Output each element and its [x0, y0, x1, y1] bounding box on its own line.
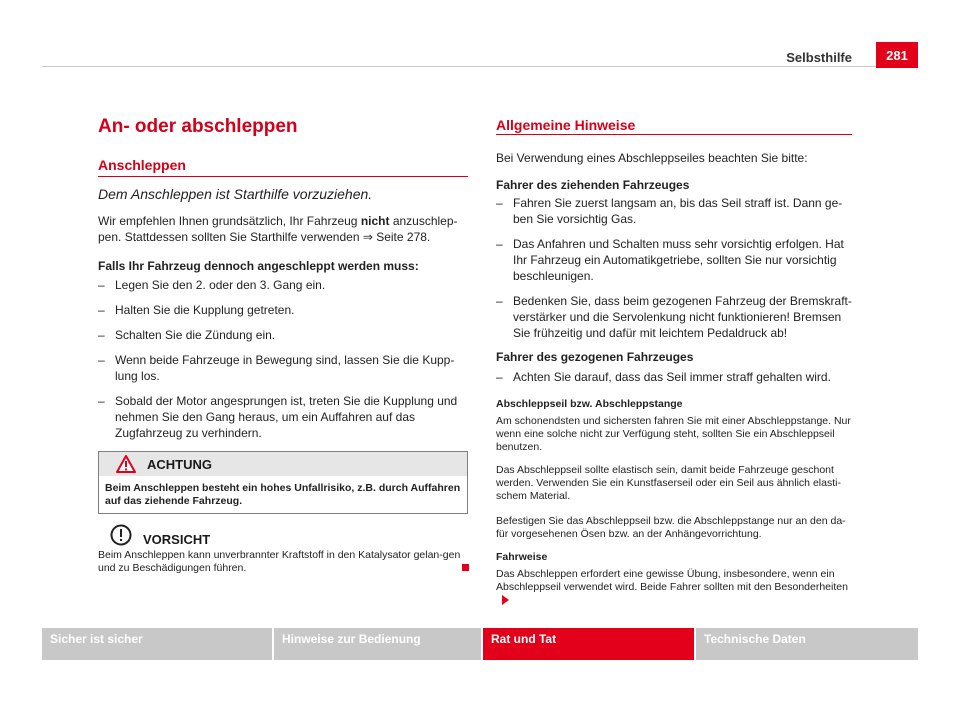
page-number: 281 — [876, 42, 918, 68]
tow-rope-paragraph-2: Das Abschleppseil sollte elastisch sein, damit beide Fahrzeuge geschont werden. Verwenden Sie ein Kunstfaserseil oder ein Seil aus ähnlich elasti-schem Material. — [496, 464, 841, 502]
right-intro: Bei Verwendung eines Abschleppseiles beachten Sie bitte: — [496, 151, 808, 165]
subsection-rule — [98, 176, 468, 177]
list-item: – Fahren Sie zuerst langsam an, bis das Seil straff ist. Dann ge-ben Sie vorsichtig Gas. — [496, 195, 852, 227]
warning-box — [98, 451, 468, 514]
tab-rat-und-tat[interactable]: Rat und Tat — [483, 628, 694, 660]
tow-rope-paragraph-1: Am schonendsten und sichersten fahren Sie mit einer Abschleppstange. Nur wenn eine solche nicht zur Verfügung steht, sollten Sie ein Abschleppseil benutzen. — [496, 415, 851, 453]
section-heading: An- oder abschleppen — [98, 116, 298, 137]
warning-text: Beim Anschleppen besteht ein hohes Unfallrisiko, z.B. durch Auffahren auf das ziehende Fahrzeug. — [105, 482, 461, 507]
tow-rope-heading: Abschleppseil bzw. Abschleppstange — [496, 398, 683, 410]
footer-nav — [42, 628, 918, 660]
right-section-heading: Allgemeine Hinweise — [496, 117, 636, 133]
list-item: – Bedenken Sie, dass beim gezogenen Fahrzeug der Bremskraft-verstärker und die Servolenkung nicht funktionieren! Bremsen Sie frühzeitig und dafür mit leichtem Pedaldruck ab! — [496, 293, 852, 341]
driver-towing-heading: Fahrer des ziehenden Fahrzeuges — [496, 178, 690, 192]
list-item: – Halten Sie die Kupplung getreten. — [98, 302, 468, 318]
driving-style-paragraph: Das Abschleppen erfordert eine gewisse Übung, insbesondere, wenn ein Abschleppseil verwendet wird. Beide Fahrer sollten mit den Besonderheiten — [496, 568, 852, 607]
list-item: – Wenn beide Fahrzeuge in Bewegung sind, lassen Sie die Kupp-lung los. — [98, 352, 468, 384]
driving-style-heading: Fahrweise — [496, 551, 548, 563]
driver-towing-list — [496, 195, 852, 350]
list-item: – Schalten Sie die Zündung ein. — [98, 327, 468, 343]
subsection-heading: Anschleppen — [98, 157, 186, 173]
continue-arrow-icon — [502, 595, 509, 605]
intro-paragraph: Wir empfehlen Ihnen grundsätzlich, Ihr Fahrzeug nicht anzuschlep-pen. Stattdessen sollten Sie Starthilfe verwenden ⇒ Seite 278. — [98, 214, 458, 244]
list-item: – Das Anfahren und Schalten muss sehr vorsichtig erfolgen. Hat Ihr Fahrzeug ein Automatikgetriebe, sollten Sie nur vorsichtig beschleunigen. — [496, 236, 852, 284]
procedure-list — [98, 277, 468, 450]
intro-sentence: Dem Anschleppen ist Starthilfe vorzuziehen. — [98, 186, 373, 202]
tab-sicher-ist-sicher[interactable]: Sicher ist sicher — [42, 628, 272, 660]
end-square-icon — [462, 564, 469, 571]
list-item: – Legen Sie den 2. oder den 3. Gang ein. — [98, 277, 468, 293]
caution-text: Beim Anschleppen kann unverbrannter Kraftstoff in den Katalysator gelan-gen und zu Beschädigungen führen. — [98, 549, 461, 574]
tab-technische-daten[interactable]: Technische Daten — [696, 628, 918, 660]
header-rule — [42, 66, 876, 67]
warning-title: ACHTUNG — [147, 457, 212, 472]
driver-towed-heading: Fahrer des gezogenen Fahrzeuges — [496, 350, 694, 364]
right-section-rule — [496, 134, 852, 135]
driver-towed-list — [496, 369, 852, 394]
caution-exclamation-icon — [110, 524, 132, 546]
warning-box-header — [99, 452, 467, 476]
list-item: – Achten Sie darauf, dass das Seil immer straff gehalten wird. — [496, 369, 852, 385]
caution-title: VORSICHT — [143, 532, 211, 547]
procedure-heading: Falls Ihr Fahrzeug dennoch angeschleppt werden muss: — [98, 259, 419, 273]
list-item: – Sobald der Motor angesprungen ist, treten Sie die Kupplung und nehmen Sie den Gang heraus, um ein Auffahren auf das Zugfahrzeug zu verhindern. — [98, 393, 468, 441]
chapter-title: Selbsthilfe — [786, 50, 852, 65]
warning-triangle-icon — [116, 455, 136, 473]
tab-hinweise-zur-bedienung[interactable]: Hinweise zur Bedienung — [274, 628, 481, 660]
tow-rope-paragraph-3: Befestigen Sie das Abschleppseil bzw. die Abschleppstange nur an den da-für vorgesehenen Ösen bzw. an der Anhängevorrichtung. — [496, 515, 846, 540]
